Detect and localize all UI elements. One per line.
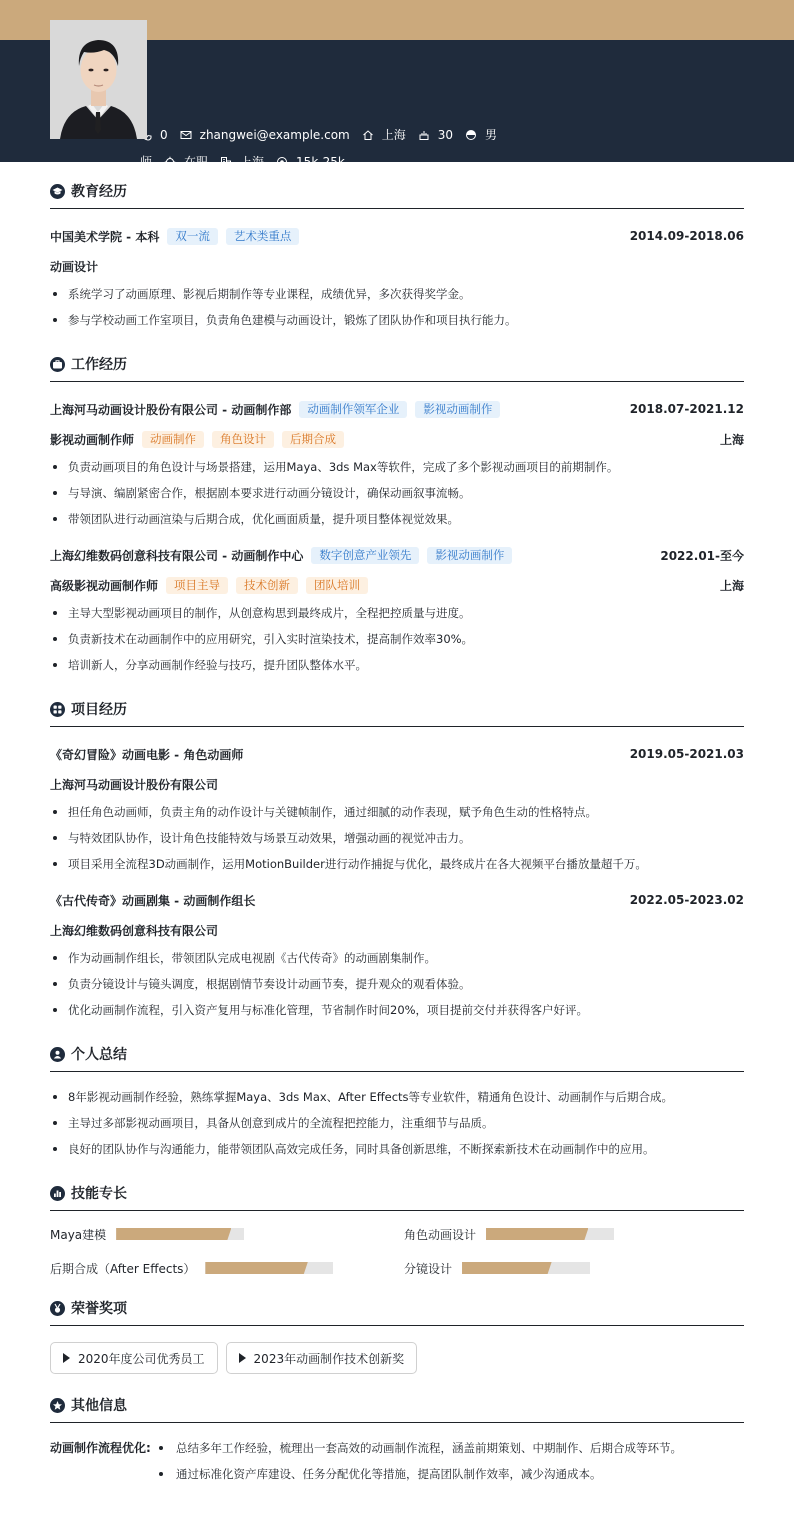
job-text: 师 xyxy=(140,155,153,169)
education-entry xyxy=(50,221,744,333)
other-entry xyxy=(50,1435,744,1487)
grid-icon xyxy=(50,702,65,717)
work-city-item xyxy=(220,153,264,170)
role-tag: 后期合成 xyxy=(282,431,344,448)
project-company-row xyxy=(50,769,744,799)
project-title: 《古代传奇》动画剧集 - 动画制作组长 xyxy=(50,893,256,908)
education-bullets xyxy=(50,281,744,333)
location-text: 上海 xyxy=(381,128,406,142)
email-item xyxy=(180,128,350,142)
age-item xyxy=(418,128,453,142)
work-bullets xyxy=(50,600,744,678)
skill-bar xyxy=(486,1228,614,1240)
projects-heading: 项目经历 xyxy=(71,702,127,718)
education-tag: 艺术类重点 xyxy=(226,228,300,245)
email-icon xyxy=(180,129,192,141)
other-bullets xyxy=(156,1435,682,1487)
resume-content xyxy=(50,180,744,1507)
work-bullets xyxy=(50,454,744,532)
medal-icon xyxy=(50,1301,65,1316)
list-item: 负责动画项目的角色设计与场景搭建，运用Maya、3ds Max等软件，完成了多个影视动画项目的前期制作。 xyxy=(50,454,744,480)
building-icon xyxy=(220,156,232,168)
work-city-text: 上海 xyxy=(240,155,265,169)
school-name: 中国美术学院 - 本科 xyxy=(50,229,160,244)
list-item: 系统学习了动画原理、影视后期制作等专业课程，成绩优异，多次获得奖学金。 xyxy=(50,281,744,307)
skills-heading: 技能专长 xyxy=(71,1186,127,1202)
list-item: 通过标准化资产库建设、任务分配优化等措施，提高团队制作效率，减少沟通成本。 xyxy=(156,1461,682,1487)
age-text: 30 xyxy=(437,127,454,142)
education-tag: 双一流 xyxy=(167,228,218,245)
graduation-cap-icon xyxy=(50,184,65,199)
awards-heading: 荣誉奖项 xyxy=(71,1301,127,1317)
work-company-row xyxy=(50,540,744,570)
other-title xyxy=(50,1394,744,1423)
role-tag: 团队培训 xyxy=(306,577,368,594)
other-heading: 其他信息 xyxy=(71,1398,127,1414)
bar-chart-icon xyxy=(50,1186,65,1201)
company-tag: 数字创意产业领先 xyxy=(311,547,419,564)
status-item xyxy=(164,153,208,170)
list-item: 负责分镜设计与镜头调度，根据剧情节奏设计动画节奏，提升观众的观看体验。 xyxy=(50,971,744,997)
list-item: 培训新人，分享动画制作经验与技巧，提升团队整体水平。 xyxy=(50,652,744,678)
status-text: 在职 xyxy=(184,155,209,169)
list-item: 担任角色动画师，负责主角的动作设计与关键帧制作，通过细腻的动作表现，赋予角色生动的性格特点。 xyxy=(50,799,744,825)
projects-title xyxy=(50,698,744,727)
work-entry xyxy=(50,394,744,532)
work-section xyxy=(50,353,744,678)
project-company: 上海幻维数码创意科技有限公司 xyxy=(50,923,219,938)
summary-section xyxy=(50,1043,744,1162)
award-label: 2023年动画制作技术创新奖 xyxy=(253,1351,405,1366)
work-date: 2022.01-至今 xyxy=(660,548,744,563)
award-item xyxy=(226,1342,418,1374)
skill-bar-fill xyxy=(116,1228,231,1240)
work-date: 2018.07-2021.12 xyxy=(629,402,744,416)
job-row xyxy=(140,153,357,170)
other-label: 动画制作流程优化: xyxy=(50,1441,151,1455)
list-item: 与导演、编剧紧密合作，根据剧本要求进行动画分镜设计，确保动画叙事流畅。 xyxy=(50,480,744,506)
work-city: 上海 xyxy=(719,578,744,593)
list-item: 与特效团队协作，设计角色技能特效与场景互动效果，增强动画的视觉冲击力。 xyxy=(50,825,744,851)
skill-bar-fill xyxy=(205,1262,307,1274)
job-item xyxy=(140,153,152,170)
work-company-row xyxy=(50,394,744,424)
project-bullets xyxy=(50,799,744,877)
project-company-row xyxy=(50,915,744,945)
email-text: zhangwei@example.com xyxy=(199,127,350,142)
project-title: 《奇幻冒险》动画电影 - 角色动画师 xyxy=(50,747,244,762)
work-role-row xyxy=(50,570,744,600)
role-tag: 动画制作 xyxy=(142,431,204,448)
company-name: 上海幻维数码创意科技有限公司 - 动画制作中心 xyxy=(50,548,304,563)
skills-section xyxy=(50,1182,744,1277)
project-bullets xyxy=(50,945,744,1023)
list-item: 项目采用全流程3D动画制作，运用MotionBuilder进行动作捕捉与优化，最终成片在各大视频平台播放量超千万。 xyxy=(50,851,744,877)
list-item: 主导过多部影视动画项目，具备从创意到成片的全流程把控能力，注重细节与品质。 xyxy=(50,1110,744,1136)
salary-item xyxy=(276,155,345,169)
role-tag: 角色设计 xyxy=(212,431,274,448)
project-company: 上海河马动画设计股份有限公司 xyxy=(50,777,219,792)
awards-title xyxy=(50,1297,744,1326)
company-tag: 影视动画制作 xyxy=(415,401,500,418)
skill-item xyxy=(404,1225,744,1243)
status-icon xyxy=(164,156,176,168)
gender-icon xyxy=(465,129,477,141)
contact-row xyxy=(140,126,509,143)
project-entry xyxy=(50,885,744,1023)
other-section xyxy=(50,1394,744,1487)
projects-section xyxy=(50,698,744,1023)
skill-item xyxy=(50,1259,404,1277)
user-icon xyxy=(50,1047,65,1062)
education-section xyxy=(50,180,744,333)
company-tag: 影视动画制作 xyxy=(427,547,512,564)
project-title-row xyxy=(50,885,744,915)
skill-bar-fill xyxy=(462,1262,552,1274)
company-tag: 动画制作领军企业 xyxy=(299,401,407,418)
education-header-row xyxy=(50,221,744,251)
education-heading: 教育经历 xyxy=(71,184,127,200)
list-item: 带领团队进行动画渲染与后期合成，优化画面质量，提升项目整体视觉效果。 xyxy=(50,506,744,532)
gender-text: 男 xyxy=(485,128,498,142)
awards-list xyxy=(50,1338,744,1374)
major-row xyxy=(50,251,744,281)
star-icon xyxy=(50,1398,65,1413)
skill-name: 分镜设计 xyxy=(404,1261,453,1276)
skills-title xyxy=(50,1182,744,1211)
summary-title xyxy=(50,1043,744,1072)
list-item: 负责新技术在动画制作中的应用研究，引入实时渲染技术，提高制作效率30%。 xyxy=(50,626,744,652)
salary-text: 15k-25k xyxy=(296,154,345,169)
education-date: 2014.09-2018.06 xyxy=(629,229,744,243)
play-icon xyxy=(63,1353,70,1363)
list-item: 总结多年工作经验，梳理出一套高效的动画制作流程，涵盖前期策划、中期制作、后期合成等环节。 xyxy=(156,1435,682,1461)
role-name: 影视动画制作师 xyxy=(50,432,135,447)
skill-name: 角色动画设计 xyxy=(404,1227,477,1242)
location-item xyxy=(362,126,406,143)
list-item: 良好的团队协作与沟通能力，能带领团队高效完成任务，同时具备创新思维，不断探索新技术在动画制作中的应用。 xyxy=(50,1136,744,1162)
work-role-row xyxy=(50,424,744,454)
list-item: 优化动画制作流程，引入资产复用与标准化管理，节省制作时间20%，项目提前交付并获得客户好评。 xyxy=(50,997,744,1023)
education-title xyxy=(50,180,744,209)
avatar xyxy=(50,20,147,139)
awards-section xyxy=(50,1297,744,1374)
salary-icon xyxy=(276,156,288,168)
role-tag: 项目主导 xyxy=(166,577,228,594)
skill-bar xyxy=(116,1228,244,1240)
project-date: 2022.05-2023.02 xyxy=(629,893,744,907)
skill-name: 后期合成（After Effects） xyxy=(50,1261,196,1276)
award-item xyxy=(50,1342,218,1374)
role-tag: 技术创新 xyxy=(236,577,298,594)
major-name: 动画设计 xyxy=(50,259,99,274)
skill-bar-fill xyxy=(486,1228,588,1240)
phone-text: 0 xyxy=(160,127,168,142)
list-item: 8年影视动画制作经验，熟练掌握Maya、3ds Max、After Effects等专业软件，精通角色设计、动画制作与后期合成。 xyxy=(50,1084,744,1110)
skill-bar xyxy=(205,1262,333,1274)
project-title-row xyxy=(50,739,744,769)
play-icon xyxy=(239,1353,246,1363)
gender-item xyxy=(465,126,497,143)
award-label: 2020年度公司优秀员工 xyxy=(78,1351,205,1366)
work-entry xyxy=(50,540,744,678)
work-title xyxy=(50,353,744,382)
company-name: 上海河马动画设计股份有限公司 - 动画制作部 xyxy=(50,402,292,417)
role-name: 高级影视动画制作师 xyxy=(50,578,159,593)
skill-name: Maya建模 xyxy=(50,1227,107,1242)
skill-bar xyxy=(462,1262,590,1274)
project-entry xyxy=(50,739,744,877)
age-icon xyxy=(418,129,430,141)
work-city: 上海 xyxy=(719,432,744,447)
summary-heading: 个人总结 xyxy=(71,1047,127,1063)
summary-bullets xyxy=(50,1084,744,1162)
home-icon xyxy=(362,129,374,141)
list-item: 参与学校动画工作室项目，负责角色建模与动画设计，锻炼了团队协作和项目执行能力。 xyxy=(50,307,744,333)
skills-grid xyxy=(50,1223,744,1277)
skill-item xyxy=(50,1225,404,1243)
skill-item xyxy=(404,1259,744,1277)
list-item: 主导大型影视动画项目的制作，从创意构思到最终成片，全程把控质量与进度。 xyxy=(50,600,744,626)
briefcase-icon xyxy=(50,357,65,372)
project-date: 2019.05-2021.03 xyxy=(629,747,744,761)
work-heading: 工作经历 xyxy=(71,357,127,373)
list-item: 作为动画制作组长，带领团队完成电视剧《古代传奇》的动画剧集制作。 xyxy=(50,945,744,971)
